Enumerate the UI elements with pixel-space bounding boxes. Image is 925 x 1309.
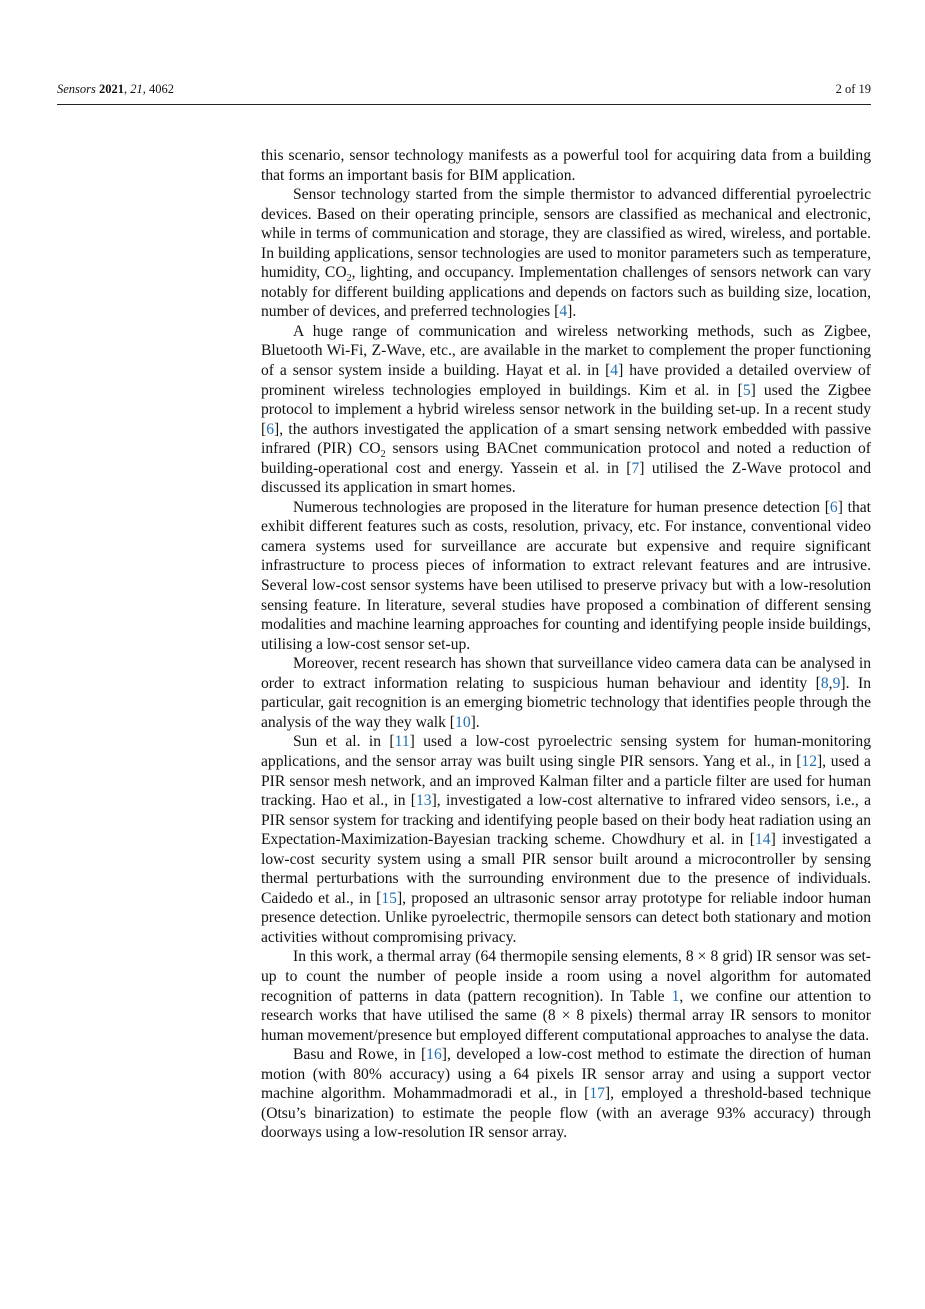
paragraph xyxy=(261,146,871,185)
running-header xyxy=(57,82,871,97)
paragraph xyxy=(261,498,871,654)
text-run: ]. xyxy=(470,713,480,731)
text-run: ] that exhibit different features such as costs, resolution, privacy, etc. For instance, conventional video camera systems used for surveillance are accurate but expensive and require significant infrastructure to process pieces of information to extract relevant features and are intrusive. Several low-cost sensor systems have been utilised to preserve privacy but with a low-resolution sensing feature. In literature, several studies have proposed a combination of different sensing modalities and machine learning approaches for counting and identifying people inside buildings, utilising a low-cost sensor set-up. xyxy=(261,498,872,653)
citation-link[interactable]: 12 xyxy=(801,752,817,770)
text-run: In this work, a thermal array (64 thermopile sensing elements, 8 × 8 grid) IR sensor was set-up to count the number of people inside a room using a novel algorithm for automated recognition of patterns in data (pattern recognition). In Table xyxy=(261,948,871,1005)
text-run: ]. xyxy=(567,303,577,321)
text-run: , xyxy=(828,674,833,692)
text-run: Basu and Rowe, in [ xyxy=(293,1046,427,1064)
text-run: ] used the Zigbee protocol to implement a hybrid wireless sensor network in the building set-up. In a recent study [ xyxy=(261,381,872,438)
text-run: this scenario, sensor technology manifests as a powerful tool for acquiring data from a building that forms an important basis for BIM application. xyxy=(261,147,871,184)
text-run: sensors using BACnet communication protocol and noted a reduction of building-operational cost and energy. Yassein et al. in [ xyxy=(261,440,871,477)
subscript: 2 xyxy=(346,273,352,285)
paragraph xyxy=(261,185,871,322)
paragraph xyxy=(261,322,871,498)
citation-link[interactable]: 17 xyxy=(589,1085,605,1103)
citation-link[interactable]: 1 xyxy=(671,987,680,1005)
citation-link[interactable]: 4 xyxy=(610,362,619,380)
citation-link[interactable]: 5 xyxy=(742,381,751,399)
citation-link[interactable]: 8 xyxy=(820,674,829,692)
citation-link[interactable]: 6 xyxy=(266,420,274,438)
paragraph xyxy=(261,654,871,732)
text-run: Sun et al. in [ xyxy=(293,733,395,751)
citation-link[interactable]: 15 xyxy=(381,889,397,907)
citation-link[interactable]: 10 xyxy=(455,713,471,731)
citation-line: Sensors 2021, 21, 4062 xyxy=(57,82,175,96)
citation-link[interactable]: 4 xyxy=(559,303,568,321)
text-run: ], proposed an ultrasonic sensor array prototype for reliable indoor human presence detection. Unlike pyroelectric, thermopile sensors can detect both stationary and motion activities without compromising privacy. xyxy=(261,889,871,946)
text-run: , we confine our attention to research works that have utilised the same (8 × 8 pixels) thermal array IR sensors to monitor human movement/presence but employed different computational approaches to analyse the data. xyxy=(261,987,871,1044)
citation-link[interactable]: 14 xyxy=(754,831,771,849)
text-run: ] have provided a detailed overview of prominent wireless technologies employed in buildings. Kim et al. in [ xyxy=(261,362,871,399)
text-run: ] utilised the Z-Wave protocol and discussed its application in smart homes. xyxy=(261,459,871,497)
volume: 21 xyxy=(130,82,143,96)
page-number: 2 of 19 xyxy=(835,82,871,96)
text-run: Moreover, recent research has shown that surveillance video camera data can be analysed in order to extract information relating to suspicious human behaviour and identity [ xyxy=(261,655,871,692)
subscript: 2 xyxy=(380,449,386,461)
paragraph xyxy=(261,1045,871,1143)
text-run: ] investigated a low-cost security system using a small PIR sensor built around a microcontroller by sensing thermal perturbations with the surrounding environment due to the presence of individuals. Caidedo et al., in [ xyxy=(261,831,872,907)
citation-link[interactable]: 9 xyxy=(832,674,841,692)
text-run: ], developed a low-cost method to estimate the direction of human motion (with 80% accuracy) using a 64 pixels IR sensor array and using a support vector machine algorithm. Mohammadmoradi et al., in [ xyxy=(261,1046,871,1103)
text-run: ], the authors investigated the application of a smart sensing network embedded with passive infrared (PIR) CO xyxy=(261,420,871,458)
text-run: Sensor technology started from the simple thermistor to advanced differential pyroelectric devices. Based on their operating principle, sensors are classified as mechanical and electronic, while in terms of communication and storage, they are classified as wired, wireless, and portable. In building applications, sensor technologies are used to monitor parameters such as temperature, humidity, CO xyxy=(261,186,871,282)
journal-name: Sensors xyxy=(57,82,96,96)
text-run: ], investigated a low-cost alternative to infrared video sensors, i.e., a PIR sensor system for tracking and identifying people based on their body heat radiation using an Expectation-Maximization-Bayesian tracking scheme. Chowdhury et al. in [ xyxy=(261,792,872,849)
header-rule xyxy=(57,104,871,105)
paragraph xyxy=(261,947,871,1045)
text-run: ]. In particular, gait recognition is an emerging biometric technology that identifies people through the analysis of the way they walk [ xyxy=(261,674,871,731)
text-run: A huge range of communication and wireless networking methods, such as Zigbee, Bluetooth Wi-Fi, Z-Wave, etc., are available in the market to complement the proper functioning of a sensor system inside a building. Hayat et al. in [ xyxy=(261,322,871,380)
citation-link[interactable]: 11 xyxy=(394,733,410,751)
text-run: Numerous technologies are proposed in the literature for human presence detection [ xyxy=(293,498,830,516)
article-number: 4062 xyxy=(149,82,175,96)
text-run: ], employed a threshold-based technique (Otsu’s binarization) to estimate the people flow (with an average 93% accuracy) through doorways using a low-resolution IR sensor array. xyxy=(261,1085,871,1142)
body-text xyxy=(261,146,871,1143)
citation-link[interactable]: 7 xyxy=(631,459,640,477)
year: 2021 xyxy=(99,82,125,96)
citation-link[interactable]: 6 xyxy=(829,498,838,516)
citation-link[interactable]: 16 xyxy=(426,1046,442,1064)
text-run: ], used a PIR sensor mesh network, and an improved Kalman filter and a particle filter are used for human tracking. Hao et al., in [ xyxy=(261,752,871,810)
paragraph xyxy=(261,732,871,947)
text-run: , lighting, and occupancy. Implementation challenges of sensors network can vary notably for different building applications and depends on factors such as building size, location, number of devices, and preferred technologies [ xyxy=(261,264,871,321)
citation-link[interactable]: 13 xyxy=(415,792,432,810)
text-run: ] used a low-cost pyroelectric sensing system for human-monitoring applications, and the sensor array was built using single PIR sensors. Yang et al., in [ xyxy=(261,733,872,770)
